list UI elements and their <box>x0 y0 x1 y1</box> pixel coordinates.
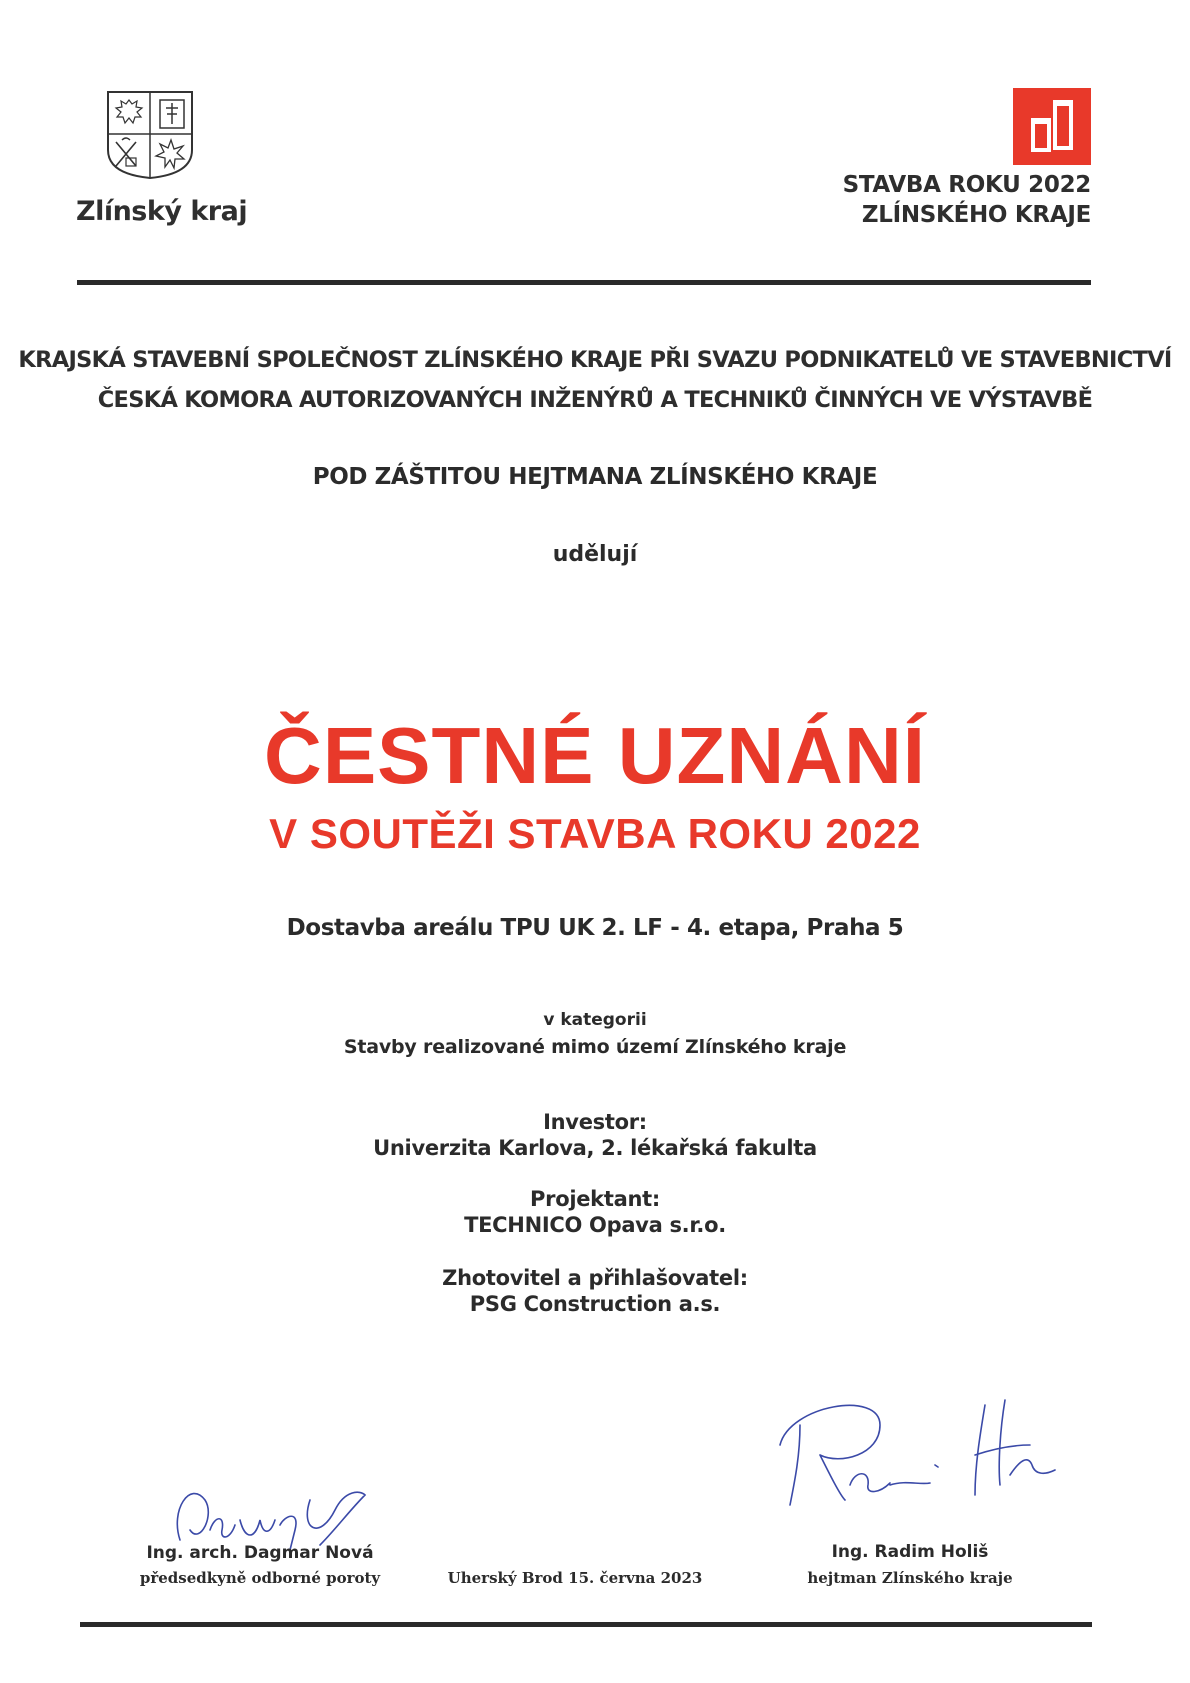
coat-of-arms-icon <box>104 88 196 182</box>
place-and-date: Uherský Brod 15. června 2023 <box>447 1569 703 1587</box>
investor-value: Univerzita Karlova, 2. lékařská fakulta <box>373 1136 817 1160</box>
designer-label: Projektant: <box>530 1187 660 1211</box>
award-title-line1: STAVBA ROKU 2022 <box>842 172 1091 198</box>
contractor-label: Zhotovitel a přihlašovatel: <box>442 1266 748 1290</box>
signatory-left-role: předsedkyně odborné poroty <box>139 1569 381 1587</box>
category-value: Stavby realizované mimo území Zlínského kraje <box>343 1036 847 1058</box>
patronage-line: POD ZÁŠTITOU HEJTMANA ZLÍNSKÉHO KRAJE <box>312 464 878 490</box>
signatory-right-name: Ing. Radim Holiš <box>831 1542 989 1562</box>
award-subtitle: V SOUTĚŽI STAVBA ROKU 2022 <box>269 810 921 857</box>
signatory-left-name: Ing. arch. Dagmar Nová <box>146 1543 374 1563</box>
signature-right-icon <box>770 1385 1060 1515</box>
category-label: v kategorii <box>543 1010 647 1030</box>
contractor-value: PSG Construction a.s. <box>469 1292 721 1316</box>
building-name: Dostavba areálu TPU UK 2. LF - 4. etapa, Praha 5 <box>286 915 904 941</box>
investor-label: Investor: <box>543 1110 647 1134</box>
organizer-line-2: ČESKÁ KOMORA AUTORIZOVANÝCH INŽENÝRŮ A TECHNIKŮ ČINNÝCH VE VÝSTAVBĚ <box>97 387 1093 413</box>
top-divider <box>77 280 1091 285</box>
signatory-right-role: hejtman Zlínského kraje <box>807 1569 1013 1587</box>
designer-value: TECHNICO Opava s.r.o. <box>464 1213 726 1237</box>
organizer-line-1: KRAJSKÁ STAVEBNÍ SPOLEČNOST ZLÍNSKÉHO KRAJE PŘI SVAZU PODNIKATELŮ VE STAVEBNICTVÍ <box>18 347 1172 373</box>
bottom-divider <box>80 1622 1092 1627</box>
award-title-line2: ZLÍNSKÉHO KRAJE <box>861 202 1091 228</box>
region-name: Zlínský kraj <box>76 196 248 227</box>
stavba-roku-logo-icon <box>1013 88 1091 165</box>
award-title-header <box>731 170 1091 230</box>
award-main-title: ČESTNÉ UZNÁNÍ <box>264 711 926 800</box>
grant-line: udělují <box>552 542 638 567</box>
